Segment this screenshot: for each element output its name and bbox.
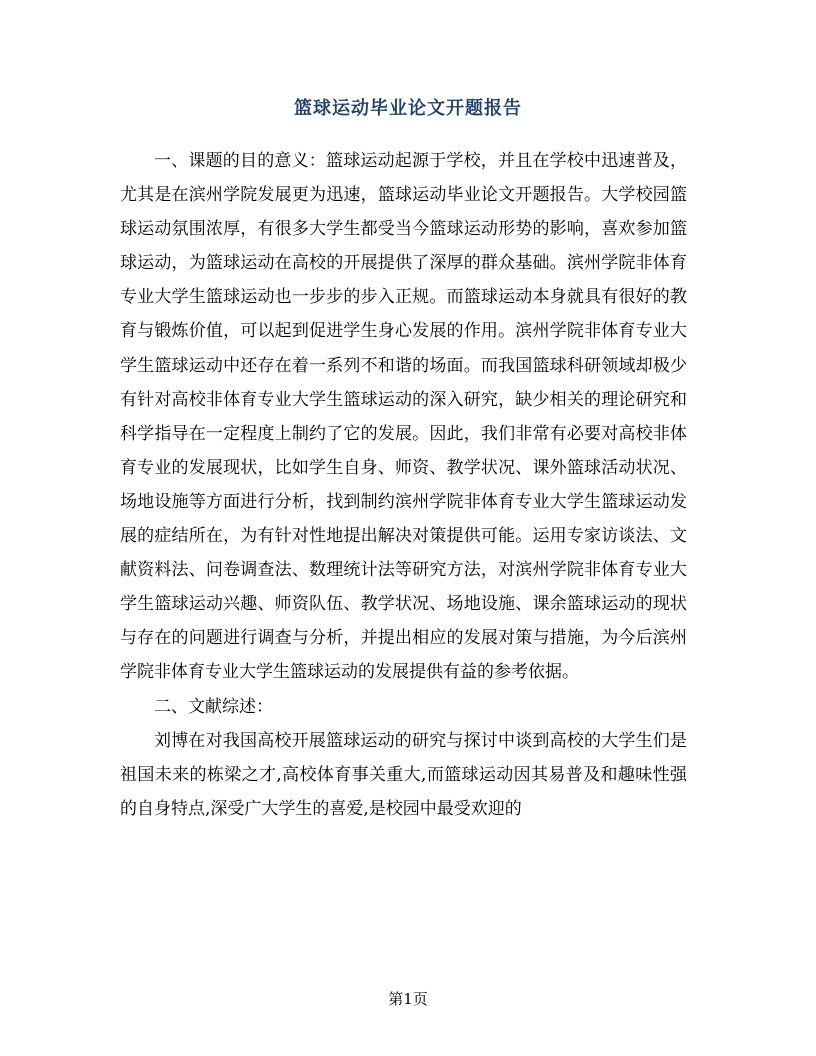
document-body xyxy=(120,144,687,826)
paragraph-literature-review: 刘博在对我国高校开展篮球运动的研究与探讨中谈到高校的大学生们是祖国未来的栋梁之才,高校体育事关重大,而篮球运动因其易普及和趣味性强的自身特点,深受广大学生的喜爱,是校园中最受欢迎的 xyxy=(120,730,687,819)
paragraph-purpose: 一、课题的目的意义：篮球运动起源于学校，并且在学校中迅速普及，尤其是在滨州学院发展更为迅速，篮球运动毕业论文开题报告。大学校园篮球运动氛围浓厚，有很多大学生都受当今篮球运动形势的影响，喜欢参加篮球运动，为篮球运动在高校的开展提供了深厚的群众基础。滨州学院非体育专业大学生篮球运动也一步步的步入正规。而篮球运动本身就具有很好的教育与锻炼价值，可以起到促进学生身心发展的作用。滨州学院非体育专业大学生篮球运动中还存在着一系列不和谐的场面。而我国篮球科研领域却极少有针对高校非体育专业大学生篮球运动的深入研究，缺少相关的理论研究和科学指导在一定程度上制约了它的发展。因此，我们非常有必要对高校非体育专业的发展现状，比如学生自身、师资、教学状况、课外篮球活动状况、场地设施等方面进行分析，找到制约滨州学院非体育专业大学生篮球运动发展的症结所在，为有针对性地提出解决对策提供可能。运用专家访谈法、文献资料法、问卷调查法、数理统计法等研究方法，对滨州学院非体育专业大学生篮球运动兴趣、师资队伍、教学状况、场地设施、课余篮球运动的现状与存在的问题进行调查与分析，并提出相应的发展对策与措施，为今后滨州学院非体育专业大学生篮球运动的发展提供有益的参考依据。 xyxy=(120,151,687,683)
document-title: 篮球运动毕业论文开题报告 xyxy=(294,98,522,119)
page-number: 第1页 xyxy=(388,990,428,1008)
paragraph-literature-heading: 二、文献综述： xyxy=(154,696,273,717)
